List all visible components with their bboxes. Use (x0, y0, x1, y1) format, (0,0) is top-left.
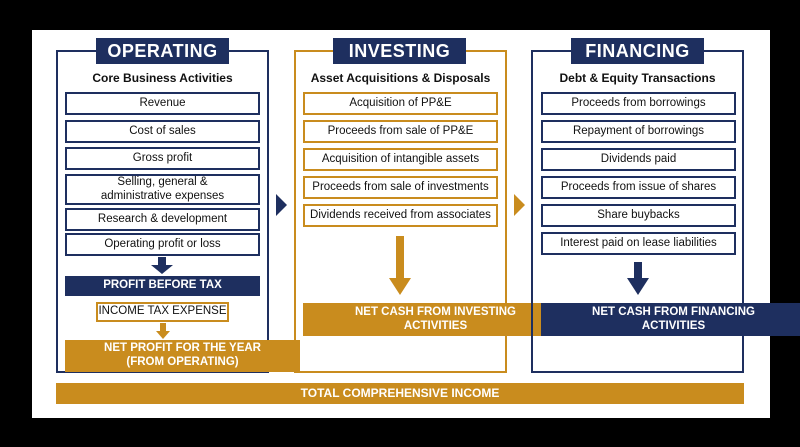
profit-before-tax: PROFIT BEFORE TAX (65, 276, 260, 296)
investing-item-acq-intangibles: Acquisition of intangible assets (303, 148, 498, 171)
operating-item-gross-profit: Gross profit (65, 147, 260, 170)
operating-title: OPERATING (96, 38, 229, 64)
net-profit-for-the-year: NET PROFIT FOR THE YEAR (FROM OPERATING) (65, 340, 300, 372)
financing-item-repayment-borrowings: Repayment of borrowings (541, 120, 736, 143)
investing-item-dividends-received: Dividends received from associates (303, 204, 498, 227)
investing-item-acq-ppe: Acquisition of PP&E (303, 92, 498, 115)
investing-subtitle: Asset Acquisitions & Disposals (310, 71, 491, 85)
investing-down-arrow (388, 236, 412, 296)
operating-item-operating-profit: Operating profit or loss (65, 233, 260, 256)
financing-item-dividends-paid: Dividends paid (541, 148, 736, 171)
investing-item-sale-ppe: Proceeds from sale of PP&E (303, 120, 498, 143)
financing-item-issue-shares: Proceeds from issue of shares (541, 176, 736, 199)
operating-down-arrow-1 (150, 257, 174, 275)
operating-item-sga: Selling, general & administrative expenses (65, 174, 260, 205)
financing-title: FINANCING (571, 38, 704, 64)
net-cash-financing: NET CASH FROM FINANCING ACTIVITIES (541, 303, 800, 336)
net-cash-investing: NET CASH FROM INVESTING ACTIVITIES (303, 303, 568, 336)
income-tax-expense: INCOME TAX EXPENSE (96, 302, 229, 322)
investing-title: INVESTING (333, 38, 466, 64)
investing-to-financing-arrow (514, 194, 526, 216)
operating-to-investing-arrow (276, 194, 288, 216)
operating-down-arrow-2 (155, 323, 171, 340)
financing-item-share-buybacks: Share buybacks (541, 204, 736, 227)
financing-down-arrow (626, 262, 650, 296)
financing-subtitle: Debt & Equity Transactions (559, 71, 716, 85)
investing-item-sale-investments: Proceeds from sale of investments (303, 176, 498, 199)
financing-item-lease-interest: Interest paid on lease liabilities (541, 232, 736, 255)
operating-item-revenue: Revenue (65, 92, 260, 115)
total-comprehensive-income: TOTAL COMPREHENSIVE INCOME (56, 383, 744, 404)
operating-item-cost-of-sales: Cost of sales (65, 120, 260, 143)
operating-subtitle: Core Business Activities (92, 71, 233, 85)
financing-item-proceeds-borrowings: Proceeds from borrowings (541, 92, 736, 115)
operating-item-rnd: Research & development (65, 208, 260, 231)
